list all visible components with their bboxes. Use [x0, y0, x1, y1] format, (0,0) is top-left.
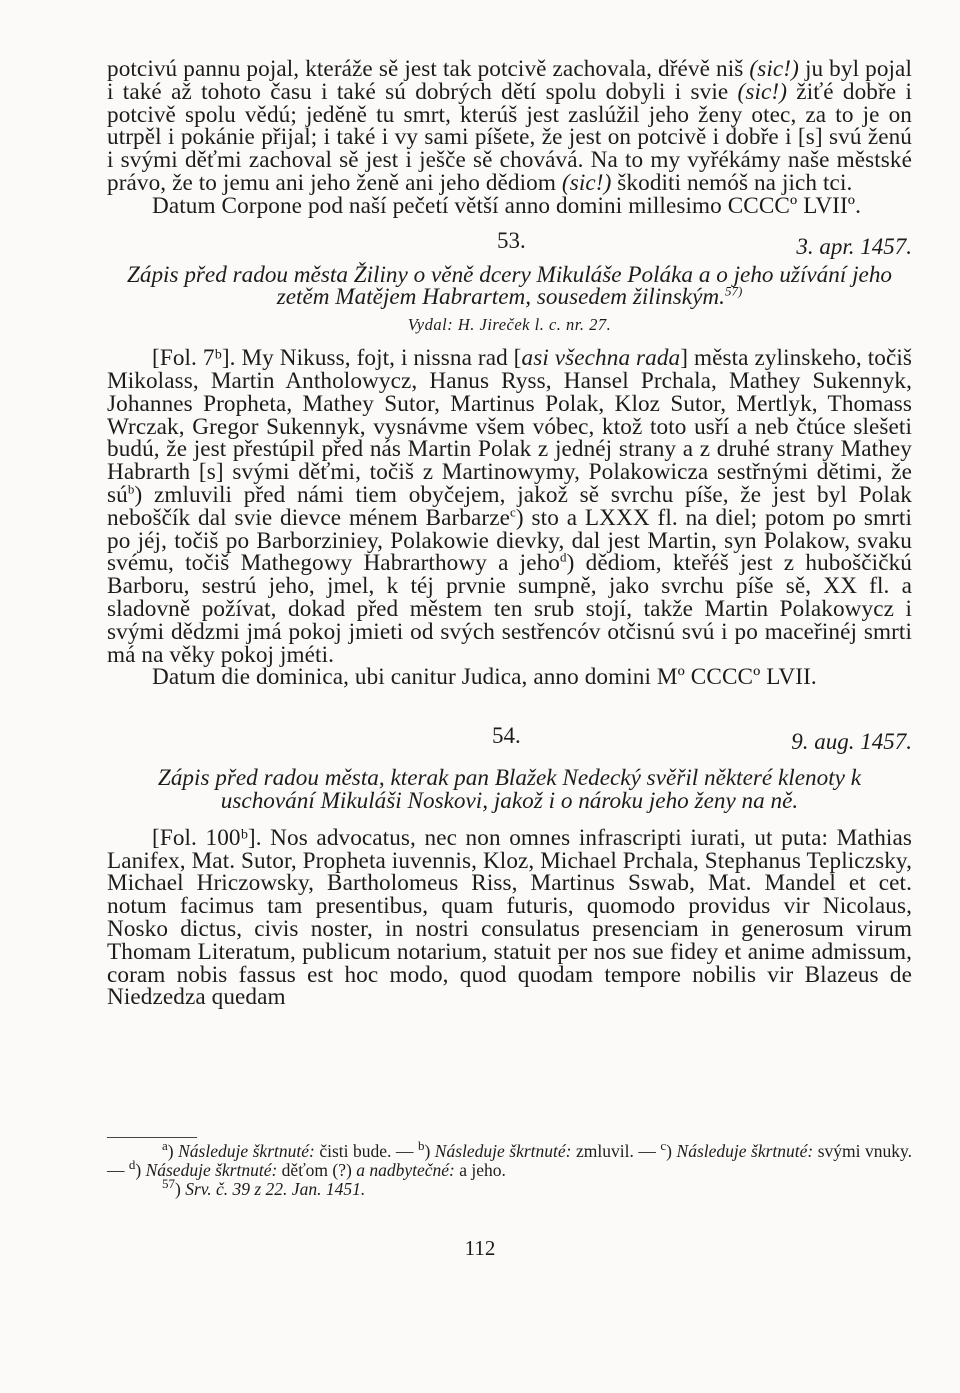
- entry-date: 3. apr. 1457.: [796, 233, 912, 259]
- entry-53-header: [107, 218, 912, 264]
- footnote-abcd: $^a$) Následuje škrtnuté: čisti bude. — $^b$) Následuje škrtnuté: zmluvil. — $^c$) Následuje škrtnuté: svými vnuky. — $^d$) Náseduje škrtnuté: děťom (?) a nadbytečné: a jeho.: [107, 1138, 913, 1180]
- page-number: 112: [464, 1236, 496, 1260]
- footnote-divider: [107, 1137, 197, 1138]
- footnotes: [107, 1138, 913, 1199]
- entry-title: Zápis před radou města, kterak pan Blažek Nedecký svěřil některé klenoty k uschování Mikuláši Noskovi, jakož i o nároku jeho ženy na ně.: [157, 765, 862, 814]
- footnote-57: $^{57}$) Srv. č. 39 z 22. Jan. 1451.: [162, 1176, 366, 1199]
- entry-53-body: [Fol. 7ᵇ]. My Nikuss, fojt, i nissna rad [asi všechna rada] města zylinskeho, točiš Mikolass, Martin Antholowycz, Hanus Ryss, Hansel Prchala, Mathey Sukennyk, Johannes Propheta, Mathey Sutor, Martinus Polak, Kloz Sutor, Mertlyk, Thomass Wrczak, Gregor Sukennyk, vysnávme všem vóbec, ktož toto usří a neb čtúce slešeti budú, že jest přestúpil před nás Martin Polak z jednéj strany a z druhé strany Mathey Habrarth [s] svými děťmi, točiš z Martinowymy, Polakowicza sestřnými dětimi, že $sú^b$) zmluvili před námi tiem obyčejem, jakož sě svrchu píše, že jest byl Polak neboščík dal svie dievce ménem Barbarze$^c$) sto a LXXX fl. na diel; potom po smrti po jéj, točiš po Barborziniey, Polakowie dievky, dal jest Martin, syn Polakow, svaku svému, točiš Mathegowy Habrarthowy a jeho$^d$) dědiom, kteřéš jest z huboščičkú Barboru, sestrú jeho, jmel, k téj prvnie sumpně, jako svrchu píše sě, XX fl. a sladovně požívat, dokad před městem ten srub stojí, takže Martin Polakowycz i svými dědzmi jmá pokoj jmieti od svých sestřencóv otčisnú svú i po maceřinéj smrti má na věky pokoj jméti.: [107, 345, 912, 668]
- entry-54-body: [Fol. 100ᵇ]. Nos advocatus, nec non omnes infrascripti iurati, ut puta: Mathias Lanifex, Mat. Sutor, Propheta iuvennis, Kloz, Michael Prchala, Stephanus Tepliczsky, Michael Hriczowsky, Bartholomeus Riss, Martinus Sswab, Mat. Mandel et cet. notum facimus tam presentibus, quam futuris, quomodo providus vir Nicolaus, Nosko dictus, civis noster, in nostri consulatus presenciam in generosum virum Thomam Literatum, publicum notarium, statuit per nos sue fidey et anime admissum, coram nobis fassus est hoc modo, quod quodam tempore nobilis vir Blazeus de Niedzedza quedam: [107, 824, 912, 1011]
- datum-line: Datum die dominica, ubi canitur Judica, anno domini Mº CCCCº LVII.: [152, 664, 817, 691]
- entry-number: 54.: [492, 723, 521, 749]
- continuation-paragraph: potcivú pannu pojal, kteráže sě jest tak potcivě zachovala, dřévě niš (sic!) ju byl pojal i také až tohoto času i také sú dobrých dětí spolu dobyli i svie (sic!) žiťé dobře i potcivě spolu vědú; jeděně tu smrt, kterúš jest zaslúžil jeho ženy otec, za to je on utrpěl i pokánie přijal; i také i vy sami píšete, že jest on potcivě i dobře i [s] svú ženú i svými děťmi zachoval sě jest i ješče sě chovává. Na to my vyřékámy naše městské právo, že to jemu ani jeho ženě ani jeho dědiom (sic!) škoditi nemóš na jich tci.: [107, 56, 912, 196]
- edition-note: Vydal: H. Jireček l. c. nr. 27.: [407, 315, 612, 335]
- entry-54-header: [107, 689, 912, 761]
- entry-number: 53.: [497, 227, 526, 253]
- datum-line: Datum Corpone pod naší pečetí větší anno domini millesimo CCCCº LVIIº.: [152, 192, 861, 219]
- footnote-ref: 57): [724, 283, 743, 299]
- entry-title: Zápis před radou města Žiliny o věně dcery Mikuláše Poláka a o jeho užívání jeho zetěm Matějem Habrartem, sousedem žilinským.$^{57)}$: [126, 261, 893, 311]
- page-body: [107, 58, 912, 1009]
- entry-date: 9. aug. 1457.: [791, 729, 912, 755]
